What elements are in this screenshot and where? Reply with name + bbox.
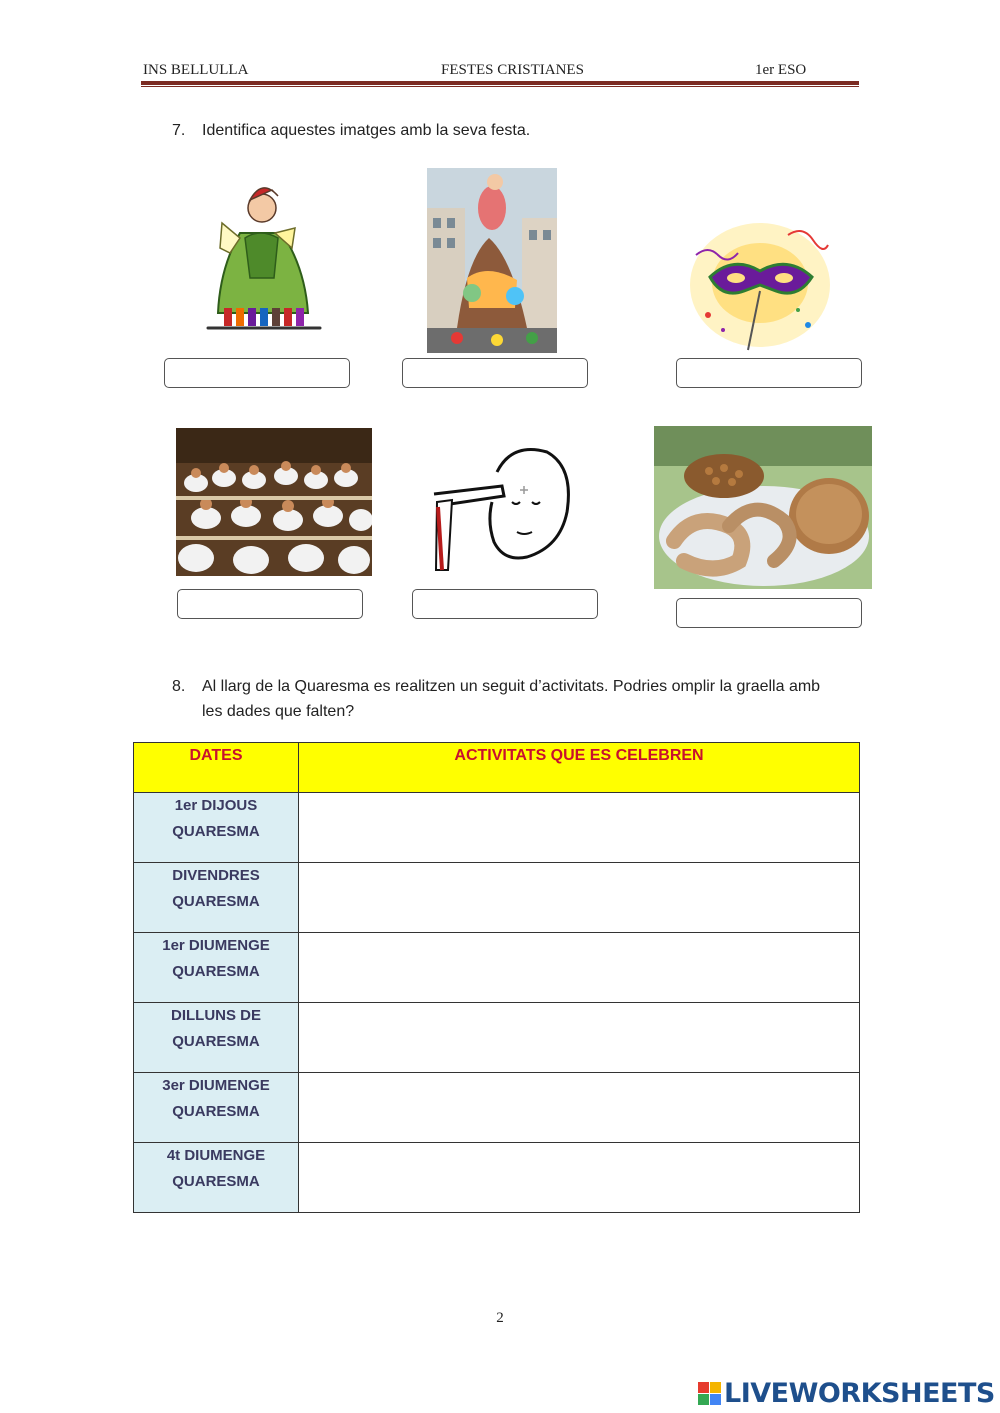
date-line1: DILLUNS DE (171, 1007, 261, 1024)
header-rule (141, 81, 859, 85)
question-number: 7. (172, 122, 186, 139)
table-header-row (134, 743, 860, 793)
question-7 (172, 118, 530, 143)
page-number: 2 (496, 1310, 504, 1326)
logo-squares-icon (698, 1382, 721, 1405)
activity-input-cell[interactable] (299, 933, 860, 1003)
date-cell (134, 863, 299, 933)
date-line1: DIVENDRES (172, 867, 260, 884)
date-cell (134, 1143, 299, 1213)
activity-input-cell[interactable] (299, 1003, 860, 1073)
date-line2: QUARESMA (172, 963, 260, 980)
column-header-dates: DATES (134, 743, 299, 793)
worksheet-title: FESTES CRISTIANES (441, 62, 584, 78)
table-row (134, 793, 860, 863)
ramadan-gathering-image (176, 428, 372, 576)
question-text: Identifica aquestes imatges amb la seva festa. (202, 122, 531, 139)
answer-field-4[interactable] (177, 589, 363, 619)
old-woman-seven-legs-image (200, 178, 325, 338)
activity-input-cell[interactable] (299, 793, 860, 863)
liveworksheets-logo (698, 1376, 995, 1410)
sausages-and-cake-image (654, 426, 872, 589)
date-cell (134, 933, 299, 1003)
lent-activities-table (133, 742, 860, 1213)
answer-field-1[interactable] (164, 358, 350, 388)
column-header-activities: ACTIVITATS QUE ES CELEBREN (299, 743, 860, 793)
page-header (141, 60, 859, 90)
date-cell (134, 793, 299, 863)
falla-monument-image (427, 168, 557, 353)
date-line1: 1er DIUMENGE (162, 937, 270, 954)
table-row (134, 863, 860, 933)
activity-input-cell[interactable] (299, 1143, 860, 1213)
answer-field-5[interactable] (412, 589, 598, 619)
activity-input-cell[interactable] (299, 1073, 860, 1143)
answer-field-2[interactable] (402, 358, 588, 388)
table-row (134, 1003, 860, 1073)
table-row (134, 1073, 860, 1143)
question-8 (172, 674, 862, 724)
table-row (134, 933, 860, 1003)
course-level: 1er ESO (755, 62, 807, 78)
header-rule-thin (141, 86, 859, 87)
activity-input-cell[interactable] (299, 863, 860, 933)
date-cell (134, 1073, 299, 1143)
school-name: INS BELLULLA (143, 62, 249, 78)
answer-field-6[interactable] (676, 598, 862, 628)
date-line1: 3er DIUMENGE (162, 1077, 270, 1094)
answer-field-3[interactable] (676, 358, 862, 388)
date-line2: QUARESMA (172, 823, 260, 840)
date-line2: QUARESMA (172, 1033, 260, 1050)
table-row (134, 1143, 860, 1213)
question-text-line2: les dades que falten? (202, 703, 355, 720)
date-line1: 1er DIJOUS (174, 797, 258, 814)
date-cell (134, 1003, 299, 1073)
date-line2: QUARESMA (172, 1173, 260, 1190)
carnival-mask-image (688, 215, 833, 355)
question-text-line1: Al llarg de la Quaresma es realitzen un seguit d’activitats. Podries omplir la graella amb (202, 678, 821, 695)
ash-cross-forehead-image (432, 432, 577, 577)
question-number: 8. (172, 678, 186, 695)
date-line2: QUARESMA (172, 893, 260, 910)
date-line1: 4t DIUMENGE (166, 1147, 266, 1164)
date-line2: QUARESMA (172, 1103, 260, 1120)
brand-name: LIVEWORKSHEETS (724, 1377, 995, 1409)
